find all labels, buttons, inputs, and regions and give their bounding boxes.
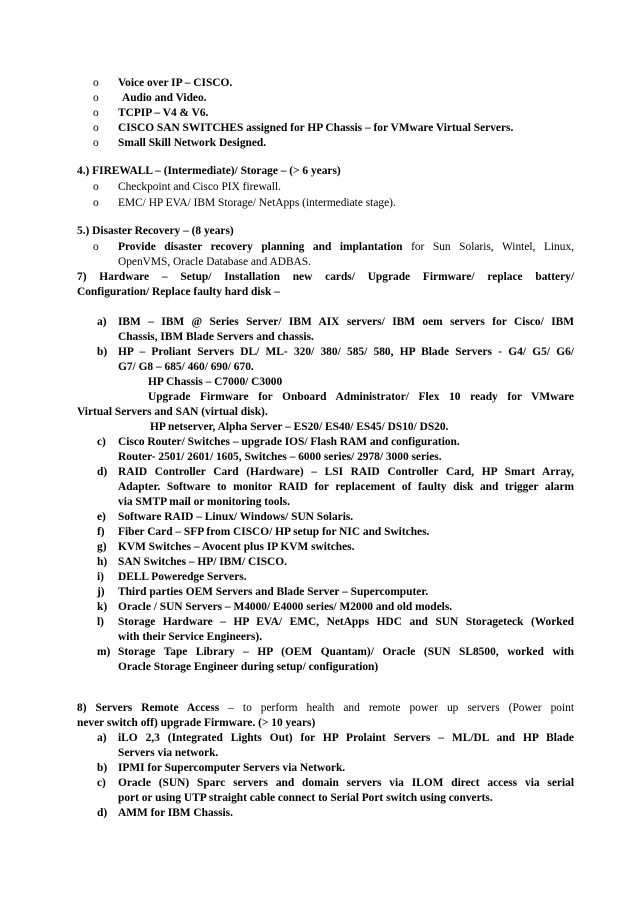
- disaster-heading: 5.) Disaster Recovery – (8 years): [77, 225, 234, 237]
- disaster-item-rest: for Sun Solaris, Wintel, Linux,: [402, 241, 574, 253]
- remote-heading-cont-c: . (> 10 years): [252, 717, 316, 729]
- hardware-heading-cont: Configuration/ Replace faulty hard disk –: [77, 286, 280, 298]
- item-label: j): [97, 586, 105, 598]
- hardware-item: Cisco Router/ Switches – upgrade IOS/ Flash RAM and configuration.: [118, 436, 460, 448]
- firewall-item: EMC/ HP EVA/ IBM Storage/ NetApps (intermediate stage).: [118, 197, 396, 209]
- remote-heading-bold: 8) Servers Remote Access: [77, 702, 220, 714]
- bullet-marker: o: [93, 137, 99, 149]
- voip-item: Voice over IP – CISCO.: [118, 77, 233, 89]
- hardware-item-cont: Chassis, IBM Blade Servers and chassis.: [118, 331, 314, 343]
- hardware-item: IBM – IBM @ Series Server/ IBM AIX servers/ IBM oem servers for Cisco/ IBM: [118, 316, 574, 328]
- hardware-item: KVM Switches – Avocent plus IP KVM switches.: [118, 541, 355, 553]
- item-label: i): [97, 571, 104, 583]
- item-label: d): [97, 807, 108, 819]
- bullet-marker: o: [93, 122, 99, 134]
- remote-heading-cont-b: Firmware: [203, 717, 253, 729]
- remote-heading: [77, 701, 574, 716]
- hardware-item-cont: Oracle Storage Engineer during setup/ configuration): [118, 661, 379, 673]
- disaster-item-cont: OpenVMS, Oracle Database and ADBAS.: [118, 256, 311, 268]
- hardware-item: Storage Tape Library – HP (OEM Quantam)/ Oracle (SUN SL8500, worked with: [118, 646, 574, 658]
- voip-item: TCPIP – V4 & V6.: [118, 107, 209, 119]
- hardware-item-cont: Adapter. Software to monitor RAID for replacement of faulty disk and trigger alarm: [118, 481, 574, 493]
- hardware-item-cont: via SMTP mail or monitoring tools.: [118, 496, 290, 508]
- item-label: c): [97, 436, 106, 448]
- bullet-marker: o: [93, 107, 99, 119]
- voip-item: Small Skill Network Designed.: [118, 137, 267, 149]
- item-label: d): [97, 466, 108, 478]
- hardware-item: Oracle / SUN Servers – M4000/ E4000 series/ M2000 and old models.: [118, 601, 453, 613]
- hardware-item-cont: Router- 2501/ 2601/ 1605, Switches – 6000 series/ 2978/ 3000 series.: [118, 451, 442, 463]
- hardware-item-sub: HP Chassis – C7000/ C3000: [148, 376, 283, 388]
- voip-item: Audio and Video.: [122, 92, 207, 104]
- voip-item: CISCO SAN SWITCHES assigned for HP Chassis – for VMware Virtual Servers.: [118, 122, 514, 134]
- hardware-item-sub: HP netserver, Alpha Server – ES20/ ES40/ ES45/ DS10/ DS20.: [150, 421, 449, 433]
- item-label: a): [97, 316, 107, 328]
- firewall-item: Checkpoint and Cisco PIX firewall.: [118, 181, 281, 193]
- remote-item: AMM for IBM Chassis.: [118, 807, 233, 819]
- item-label: b): [97, 346, 108, 358]
- remote-item-cont: Servers via network.: [118, 747, 219, 759]
- bullet-marker: o: [93, 181, 99, 193]
- item-label: a): [97, 732, 107, 744]
- bullet-marker: o: [93, 197, 99, 209]
- hardware-heading: 7) Hardware – Setup/ Installation new cards/ Upgrade Firmware/ replace battery/: [77, 271, 574, 283]
- remote-heading-rest: – to perform health and remote power up servers (Power point: [219, 702, 574, 714]
- hardware-item: Third parties OEM Servers and Blade Server – Supercomputer.: [118, 586, 429, 598]
- hardware-item: HP – Proliant Servers DL/ ML- 320/ 380/ 585/ 580, HP Blade Servers - G4/ G5/ G6/: [118, 346, 574, 358]
- hardware-item: Storage Hardware – HP EVA/ EMC, NetApps HDC and SUN Storageteck (Worked: [118, 616, 574, 628]
- hardware-item-sub: Virtual Servers and SAN (virtual disk).: [77, 406, 268, 418]
- remote-item-cont: port or using UTP straight cable connect to Serial Port switch using converts.: [118, 792, 493, 804]
- item-label: b): [97, 762, 108, 774]
- hardware-item: Software RAID – Linux/ Windows/ SUN Solaris.: [118, 511, 354, 523]
- bullet-marker: o: [93, 77, 99, 89]
- item-label: g): [97, 541, 107, 553]
- hardware-item: Fiber Card – SFP from CISCO/ HP setup for NIC and Switches.: [118, 526, 430, 538]
- hardware-item-sub: Upgrade Firmware for Onboard Administrator/ Flex 10 ready for VMware: [148, 391, 574, 403]
- item-label: h): [97, 556, 108, 568]
- item-label: e): [97, 511, 106, 523]
- hardware-item-cont: G7/ G8 – 685/ 460/ 690/ 670.: [118, 361, 254, 373]
- item-label: m): [97, 646, 111, 658]
- hardware-item: DELL Poweredge Servers.: [118, 571, 247, 583]
- item-label: f): [97, 526, 105, 538]
- disaster-item: [118, 240, 574, 255]
- item-label: l): [97, 616, 104, 628]
- disaster-item-bold: Provide disaster recovery planning and implantation: [118, 241, 403, 253]
- hardware-item-cont: with their Service Engineers).: [118, 631, 263, 643]
- hardware-item: RAID Controller Card (Hardware) – LSI RAID Controller Card, HP Smart Array,: [118, 466, 574, 478]
- firewall-heading: 4.) FIREWALL – (Intermediate)/ Storage – (> 6 years): [77, 165, 341, 177]
- remote-item: IPMI for Supercomputer Servers via Network.: [118, 762, 346, 774]
- bullet-marker: o: [93, 241, 99, 253]
- remote-heading-cont-a: never switch off) upgrade: [77, 717, 204, 729]
- item-label: k): [97, 601, 108, 613]
- item-label: c): [97, 777, 106, 789]
- bullet-marker: o: [93, 92, 99, 104]
- remote-item: iLO 2,3 (Integrated Lights Out) for HP Prolaint Servers – ML/DL and HP Blade: [118, 732, 574, 744]
- hardware-item: SAN Switches – HP/ IBM/ CISCO.: [118, 556, 287, 568]
- remote-item: Oracle (SUN) Sparc servers and domain servers via ILOM direct access via serial: [118, 777, 574, 789]
- remote-heading-cont: [77, 716, 315, 731]
